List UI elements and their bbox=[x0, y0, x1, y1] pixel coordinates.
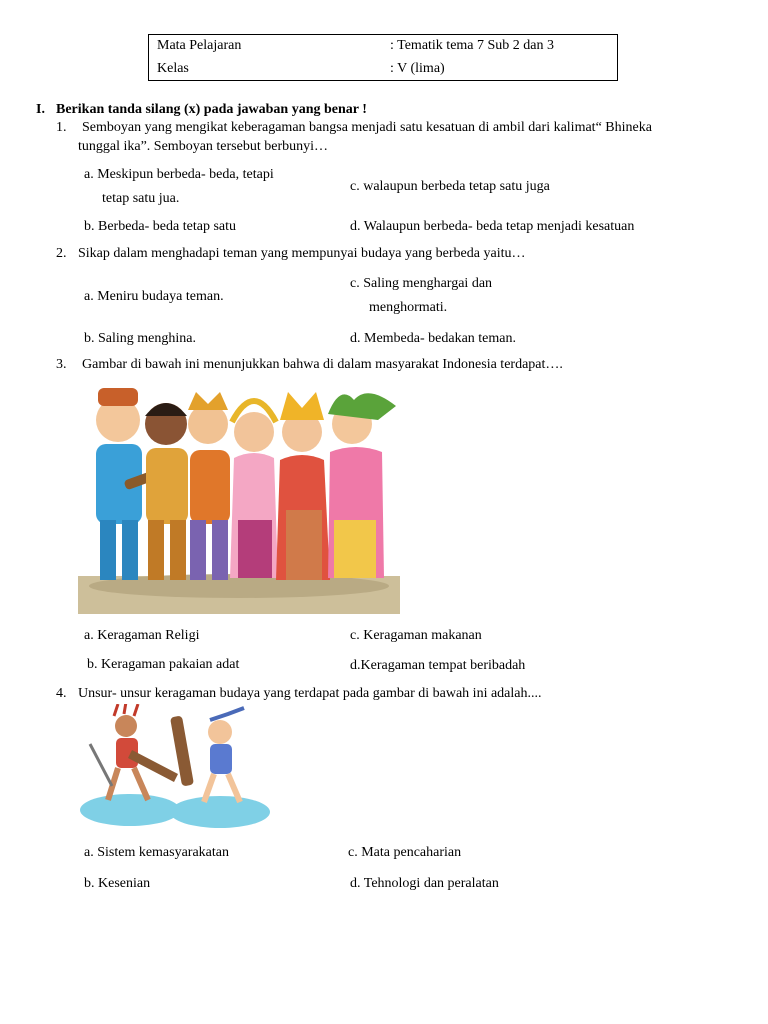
section-instruction: Berikan tanda silang (x) pada jawaban yang benar ! bbox=[56, 102, 367, 117]
question-2-option-b[interactable]: b. Saling menghina. bbox=[84, 331, 196, 346]
question-2-option-c-cont[interactable]: menghormati. bbox=[369, 300, 448, 315]
question-2-option-a[interactable]: a. Meniru budaya teman. bbox=[84, 289, 224, 304]
dancer-2-figure bbox=[170, 708, 244, 802]
question-4-option-b[interactable]: b. Kesenian bbox=[84, 876, 151, 891]
traditional-dance-illustration bbox=[78, 704, 272, 830]
question-2-option-d[interactable]: d. Membeda- bedakan teman. bbox=[350, 331, 516, 346]
question-4-option-c[interactable]: c. Mata pencaharian bbox=[348, 845, 462, 860]
dancer-1-figure bbox=[90, 704, 178, 800]
question-1-option-a-cont[interactable]: tetap satu jua. bbox=[102, 191, 180, 206]
question-4-option-a[interactable]: a. Sistem kemasyarakatan bbox=[84, 845, 230, 860]
child-3-figure bbox=[188, 392, 230, 580]
child-5-figure bbox=[276, 392, 330, 580]
question-2-option-c[interactable]: c. Saling menghargai dan bbox=[350, 276, 493, 291]
question-4-number: 4. bbox=[56, 686, 67, 701]
question-3-number: 3. bbox=[56, 357, 67, 372]
question-1-option-b[interactable]: b. Berbeda- beda tetap satu bbox=[84, 219, 236, 234]
question-3-option-b[interactable]: b. Keragaman pakaian adat bbox=[87, 657, 240, 672]
question-1-option-a[interactable]: a. Meskipun berbeda- beda, tetapi bbox=[84, 167, 274, 182]
traditional-costume-children-illustration bbox=[78, 380, 400, 614]
question-1-number: 1. bbox=[56, 120, 67, 135]
subject-value: : Tematik tema 7 Sub 2 dan 3 bbox=[390, 38, 555, 53]
question-1-option-d[interactable]: d. Walaupun berbeda- beda tetap menjadi kesatuan bbox=[350, 219, 635, 234]
question-3-option-a[interactable]: a. Keragaman Religi bbox=[84, 628, 200, 643]
question-3-text: Gambar di bawah ini menunjukkan bahwa di dalam masyarakat Indonesia terdapat…. bbox=[82, 357, 563, 372]
class-value: : V (lima) bbox=[390, 61, 445, 76]
class-label: Kelas bbox=[157, 61, 189, 76]
child-6-figure bbox=[328, 393, 396, 578]
question-1-text-line2: tunggal ika”. Semboyan tersebut berbunyi… bbox=[78, 139, 328, 154]
question-3-option-c[interactable]: c. Keragaman makanan bbox=[350, 628, 482, 643]
question-1-option-c[interactable]: c. walaupun berbeda tetap satu juga bbox=[350, 179, 550, 194]
subject-label: Mata Pelajaran bbox=[157, 38, 242, 53]
question-4-text: Unsur- unsur keragaman budaya yang terdapat pada gambar di bawah ini adalah.... bbox=[78, 686, 542, 701]
question-2-number: 2. bbox=[56, 246, 67, 261]
question-3-option-d[interactable]: d.Keragaman tempat beribadah bbox=[350, 658, 526, 673]
question-1-text-line1: Semboyan yang mengikat keberagaman bangsa menjadi satu kesatuan di ambil dari kalimat“ Bhineka bbox=[82, 120, 652, 135]
child-4-figure bbox=[230, 401, 278, 578]
question-2-text: Sikap dalam menghadapi teman yang mempunyai budaya yang berbeda yaitu… bbox=[78, 246, 526, 261]
question-4-option-d[interactable]: d. Tehnologi dan peralatan bbox=[350, 876, 499, 891]
child-2-figure bbox=[145, 403, 188, 580]
section-number: I. bbox=[36, 102, 45, 117]
